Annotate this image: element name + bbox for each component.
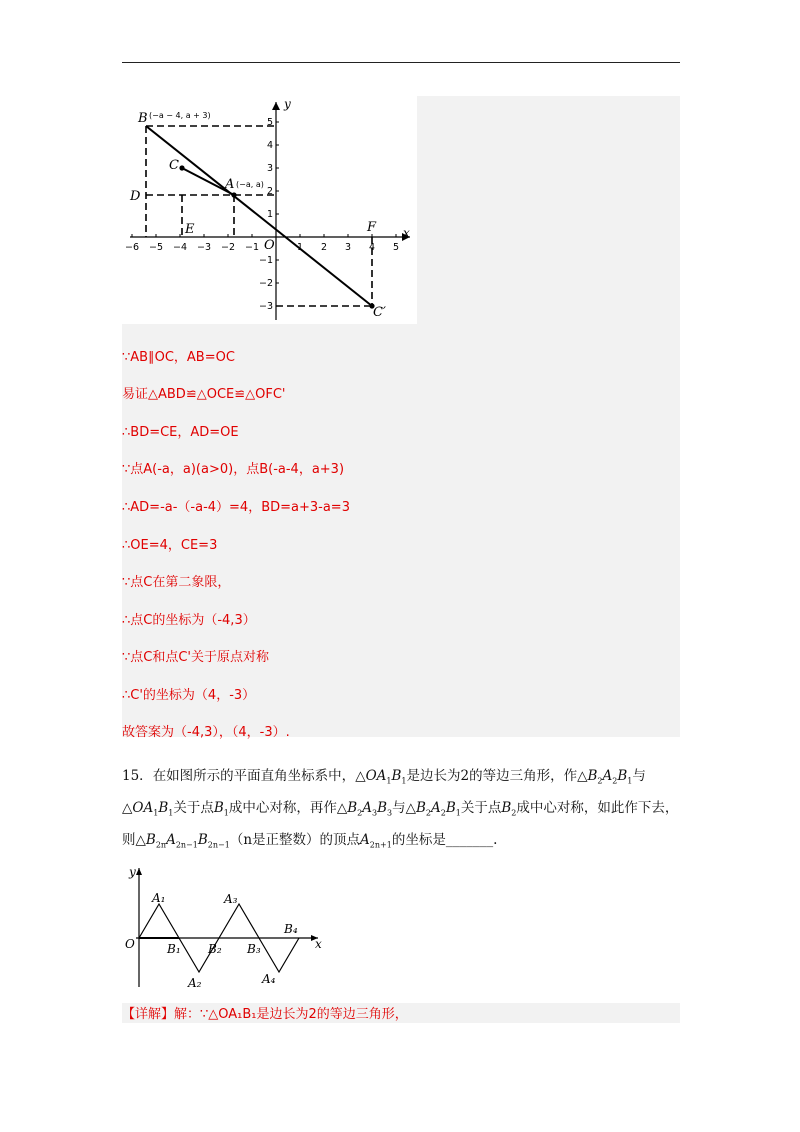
x-tick-label: 1 bbox=[296, 242, 304, 253]
solution-line: ∴AD=-a-（-a-4）=4，BD=a+3-a=3 bbox=[122, 500, 350, 515]
math-triangle: $\triangle B_2A_3B_3$ bbox=[336, 800, 393, 818]
math-triangle: $\triangle OA_1B_1$ bbox=[122, 800, 174, 818]
header-rule bbox=[122, 62, 680, 63]
label-A1: A₁ bbox=[152, 891, 166, 905]
math-triangle: $\triangle B_2A_2B_1$ bbox=[577, 768, 633, 786]
label-C: C bbox=[169, 158, 179, 173]
solution-line: ∴OE=4，CE=3 bbox=[122, 538, 218, 553]
y-tick-label: 5 bbox=[266, 117, 273, 128]
y-axis-label: y bbox=[284, 97, 291, 111]
solution-line: ∵点A(-a，a)(a>0)，点B(-a-4，a+3) bbox=[122, 462, 345, 477]
math-triangle: $\triangle B_2A_2B_1$ bbox=[405, 800, 461, 818]
coordinate-figure-1 bbox=[122, 96, 417, 324]
detail-text: 解：∵△OA₁B₁是边长为2的等边三角形， bbox=[174, 1007, 408, 1022]
y-tick-label: 2 bbox=[266, 186, 273, 197]
x-tick-label: −6 bbox=[124, 242, 140, 253]
solution-line: 易证△ABD≌△OCE≌△OFC' bbox=[122, 387, 286, 402]
label-A2: A₂ bbox=[188, 976, 202, 990]
label-A-coord: (−a, a) bbox=[236, 180, 264, 189]
label-E: E bbox=[185, 222, 195, 237]
question-line-2 bbox=[122, 796, 678, 818]
y-tick-label: 1 bbox=[266, 209, 273, 220]
x-tick-label: −1 bbox=[244, 242, 260, 253]
y-tick-label: −1 bbox=[258, 255, 273, 266]
solution-line: ∴点C的坐标为（-4,3） bbox=[122, 613, 256, 628]
question-line-1 bbox=[122, 764, 646, 786]
label-B: B bbox=[138, 111, 148, 126]
y-tick-label: −2 bbox=[258, 278, 273, 289]
x-tick-label: −5 bbox=[148, 242, 164, 253]
question-number: 15． bbox=[122, 768, 153, 784]
x-tick-label: −4 bbox=[172, 242, 188, 253]
x-tick-label: 4 bbox=[368, 242, 376, 253]
math-point: $A_{2n+1}$ bbox=[360, 832, 392, 850]
question-text: 关于点 bbox=[173, 800, 214, 816]
x-tick-label: −2 bbox=[220, 242, 236, 253]
detail-bar bbox=[122, 1003, 680, 1023]
math-triangle: $\triangle OA_1B_1$ bbox=[355, 768, 407, 786]
math-triangle: $\triangle B_{2n}A_{2n-1}B_{2n-1}$ bbox=[135, 832, 230, 850]
x-tick-label: −3 bbox=[196, 242, 212, 253]
x-axis-label: x bbox=[403, 226, 410, 240]
label-C-prime: C′ bbox=[373, 305, 386, 320]
question-text: 在如图所示的平面直角坐标系中， bbox=[152, 768, 356, 784]
math-point: $B_1$ bbox=[213, 800, 229, 818]
detail-tag: 【详解】 bbox=[122, 1007, 175, 1022]
x-tick-label: 5 bbox=[392, 242, 400, 253]
question-text: . bbox=[493, 832, 498, 848]
math-point: $B_2$ bbox=[501, 800, 517, 818]
question-text: 与 bbox=[632, 768, 646, 784]
question-text: （n是正整数）的顶点 bbox=[229, 832, 361, 848]
question-text: 则 bbox=[122, 832, 136, 848]
x-tick-label: 2 bbox=[320, 242, 328, 253]
y-tick-label: 4 bbox=[266, 140, 273, 151]
y-tick-label: −3 bbox=[258, 301, 273, 312]
label-D: D bbox=[130, 189, 141, 204]
question-text: 关于点 bbox=[460, 800, 502, 816]
fig2-origin-label: O bbox=[125, 937, 135, 951]
label-O: O bbox=[264, 238, 275, 253]
solution-line: ∴C'的坐标为（4，-3） bbox=[122, 688, 256, 703]
question-text: 成中心对称，如此作下去， bbox=[516, 800, 679, 816]
label-B2: B₂ bbox=[208, 942, 222, 956]
label-B3: B₃ bbox=[247, 942, 261, 956]
answer-blank: _______ bbox=[445, 832, 494, 848]
fig2-x-label: x bbox=[315, 937, 322, 951]
figure-2-svg bbox=[122, 860, 327, 990]
solution-line: 故答案为（-4,3），（4，-3）. bbox=[122, 725, 290, 740]
fig2-y-label: y bbox=[129, 865, 136, 879]
question-text: 是边长为2的等边三角形，作 bbox=[406, 768, 578, 784]
question-text: 成中心对称，再作 bbox=[228, 800, 337, 816]
label-B-coord: (−a − 4, a + 3) bbox=[149, 111, 211, 120]
label-A4: A₄ bbox=[262, 972, 276, 986]
label-F: F bbox=[367, 220, 377, 235]
y-tick-label: 3 bbox=[266, 163, 273, 174]
question-text: 与 bbox=[392, 800, 406, 816]
x-tick-label: 3 bbox=[344, 242, 352, 253]
question-text: 的坐标是 bbox=[391, 832, 446, 848]
label-A3: A₃ bbox=[224, 892, 238, 906]
solution-line: ∵点C在第二象限， bbox=[122, 575, 231, 590]
solution-line: ∵点C和点C'关于原点对称 bbox=[122, 650, 269, 665]
question-line-3 bbox=[122, 828, 497, 850]
solution-line: ∵AB∥OC，AB=OC bbox=[122, 350, 235, 365]
label-A: A bbox=[225, 177, 235, 192]
coordinate-figure-2 bbox=[122, 860, 327, 990]
label-B1: B₁ bbox=[167, 942, 181, 956]
figure-1-svg bbox=[122, 96, 417, 324]
solution-line: ∴BD=CE，AD=OE bbox=[122, 425, 239, 440]
label-B4: B₄ bbox=[284, 922, 298, 936]
